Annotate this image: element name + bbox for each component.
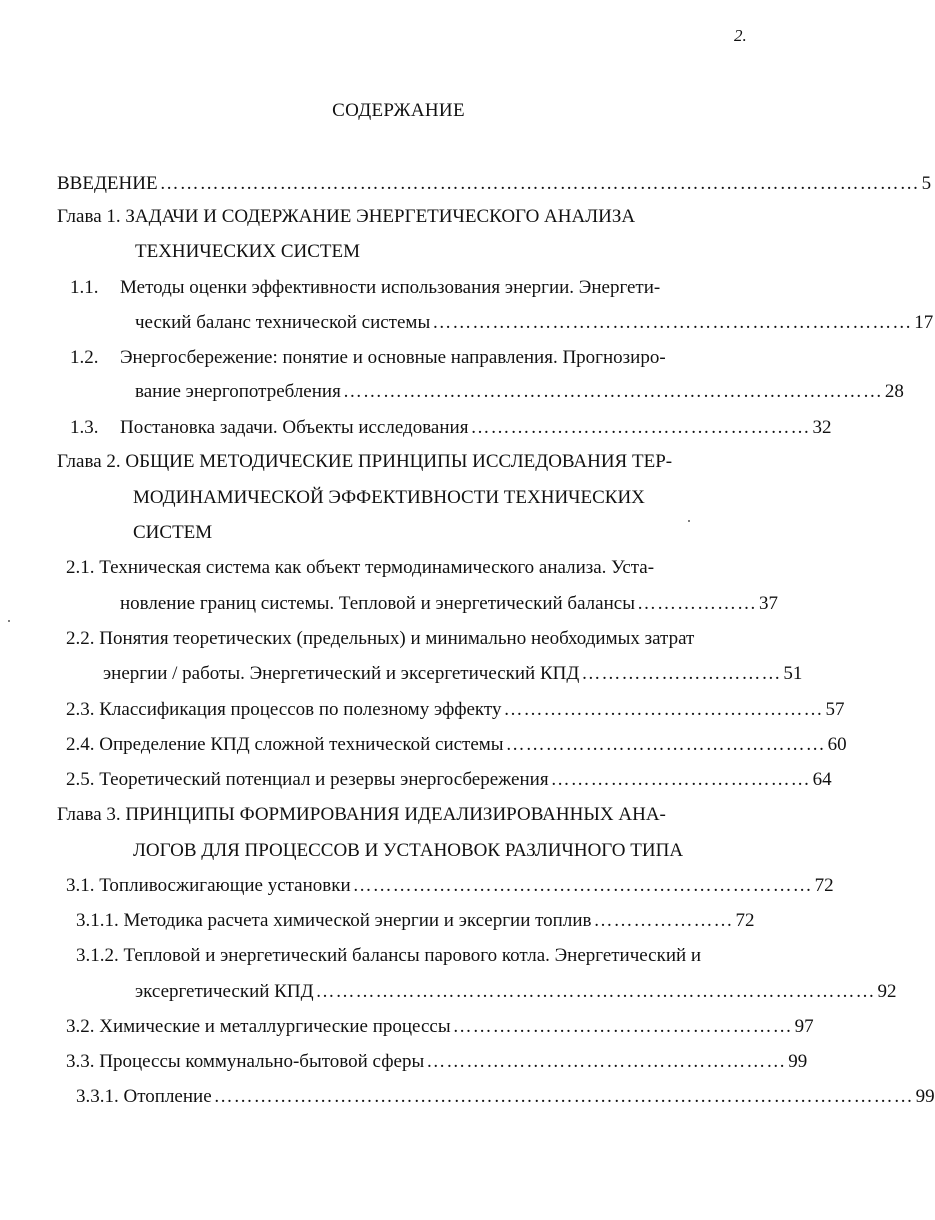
toc-entry-3-1-1[interactable]: [76, 909, 754, 933]
leader-dots: ………………: [636, 593, 757, 614]
toc-entry-3-1[interactable]: [66, 874, 834, 898]
toc-entry-label: новление границ системы. Тепловой и энергетический балансы: [120, 593, 635, 614]
toc-entry-2-3[interactable]: [66, 698, 845, 722]
leader-dots: ……………………………………………………………………………………………: [213, 1086, 914, 1107]
chapter-1-heading-cont: ТЕХНИЧЕСКИХ СИСТЕМ: [135, 241, 361, 262]
toc-entry-page: 32: [812, 417, 832, 438]
toc-entry-page: 17: [914, 312, 934, 333]
toc-entry-1-1[interactable]: Методы оценки эффективности использования энергии. Энергети-: [120, 277, 661, 298]
chapter-3-heading-cont: ЛОГОВ ДЛЯ ПРОЦЕССОВ И УСТАНОВОК РАЗЛИЧНОГО ТИПА: [133, 840, 684, 861]
toc-entry-label: 2.3. Классификация процессов по полезному эффекту: [66, 699, 502, 720]
toc-entry-label: Постановка задачи. Объекты исследования: [120, 417, 469, 438]
chapter-2-heading[interactable]: Глава 2. ОБЩИЕ МЕТОДИЧЕСКИЕ ПРИНЦИПЫ ИССЛЕДОВАНИЯ ТЕР-: [57, 451, 673, 472]
leader-dots: …………………………………………: [503, 699, 824, 720]
toc-entry-2-4[interactable]: [66, 733, 847, 757]
toc-entry-3-2[interactable]: [66, 1015, 814, 1039]
toc-entry-1-3[interactable]: [120, 416, 832, 440]
leader-dots: …………………: [593, 910, 734, 931]
toc-entry-label: энергии / работы. Энергетический и эксергетический КПД: [103, 663, 580, 684]
toc-entry-label: ческий баланс технической системы: [135, 312, 431, 333]
toc-entry-label: 3.2. Химические и металлургические процессы: [66, 1016, 451, 1037]
toc-entry-page: 72: [814, 875, 834, 896]
toc-entry-page: 57: [825, 699, 845, 720]
chapter-1-heading[interactable]: Глава 1. ЗАДАЧИ И СОДЕРЖАНИЕ ЭНЕРГЕТИЧЕСКОГО АНАЛИЗА: [57, 206, 636, 227]
toc-entry-2-1[interactable]: 2.1. Техническая система как объект термодинамического анализа. Уста-: [66, 557, 655, 578]
toc-entry-2-2[interactable]: 2.2. Понятия теоретических (предельных) и минимально необходимых затрат: [66, 628, 695, 649]
toc-entry-label: вание энергопотребления: [135, 381, 341, 402]
toc-entry-page: 5: [921, 173, 932, 194]
toc-entry-page: 97: [794, 1016, 814, 1037]
toc-entry-label: 3.1. Топливосжигающие установки: [66, 875, 351, 896]
leader-dots: ……………………………………………: [470, 417, 811, 438]
section-number: 1.3.: [70, 417, 99, 438]
toc-entry-page: 51: [783, 663, 803, 684]
toc-entry-3-1-2[interactable]: 3.1.2. Тепловой и энергетический балансы парового котла. Энергетический и: [76, 945, 702, 966]
toc-entry-page: 99: [915, 1086, 935, 1107]
toc-entry-page: 37: [758, 593, 778, 614]
leader-dots: ………………………………………………………………: [432, 312, 913, 333]
leader-dots: …………………………………………: [505, 734, 826, 755]
chapter-2-heading-cont: МОДИНАМИЧЕСКОЙ ЭФФЕКТИВНОСТИ ТЕХНИЧЕСКИХ: [133, 487, 645, 508]
leader-dots: ……………………………………………………………………………………………………: [159, 173, 920, 194]
toc-entry-label: ВВЕДЕНИЕ: [57, 173, 158, 194]
toc-entry-1-2-cont[interactable]: [135, 380, 904, 404]
toc-entry-label: 3.3.1. Отопление: [76, 1086, 212, 1107]
leader-dots: ………………………………………………………………………: [342, 381, 883, 402]
chapter-2-heading-cont: СИСТЕМ: [133, 522, 213, 543]
toc-entry-page: 28: [884, 381, 904, 402]
chapter-3-heading[interactable]: Глава 3. ПРИНЦИПЫ ФОРМИРОВАНИЯ ИДЕАЛИЗИРОВАННЫХ АНА-: [57, 804, 666, 825]
section-number: 1.1.: [70, 277, 99, 298]
toc-entry-2-2-cont[interactable]: [103, 662, 803, 686]
toc-entry-3-3[interactable]: [66, 1050, 808, 1074]
toc-entry-label: 2.4. Определение КПД сложной технической системы: [66, 734, 504, 755]
toc-entry-1-2[interactable]: Энергосбережение: понятие и основные направления. Прогнозиро-: [120, 347, 666, 368]
page-number: 2.: [734, 26, 747, 45]
toc-entry-intro[interactable]: [57, 172, 932, 196]
scan-speck: [688, 520, 690, 522]
leader-dots: …………………………………………………………………………: [315, 981, 876, 1002]
toc-entry-2-5[interactable]: [66, 768, 832, 792]
toc-entry-page: 99: [788, 1051, 808, 1072]
leader-dots: ……………………………………………: [452, 1016, 793, 1037]
toc-entry-page: 60: [827, 734, 847, 755]
page-title: СОДЕРЖАНИЕ: [332, 100, 465, 121]
scan-speck: [8, 620, 10, 622]
leader-dots: …………………………………: [550, 769, 811, 790]
toc-entry-label: 3.3. Процессы коммунально-бытовой сферы: [66, 1051, 425, 1072]
toc-entry-3-1-2-cont[interactable]: [135, 980, 897, 1004]
section-number: 1.2.: [70, 347, 99, 368]
toc-entry-3-3-1[interactable]: [76, 1085, 935, 1109]
leader-dots: ……………………………………………………………: [352, 875, 813, 896]
toc-entry-2-1-cont[interactable]: [120, 592, 778, 616]
toc-entry-1-1-cont[interactable]: [135, 311, 934, 335]
toc-entry-label: эксергетический КПД: [135, 981, 314, 1002]
toc-entry-label: 3.1.1. Методика расчета химической энергии и эксергии топлив: [76, 910, 592, 931]
leader-dots: …………………………: [581, 663, 782, 684]
toc-entry-page: 92: [877, 981, 897, 1002]
toc-entry-page: 72: [735, 910, 755, 931]
toc-entry-label: 2.5. Теоретический потенциал и резервы энергосбережения: [66, 769, 549, 790]
toc-entry-page: 64: [812, 769, 832, 790]
leader-dots: ………………………………………………: [426, 1051, 787, 1072]
